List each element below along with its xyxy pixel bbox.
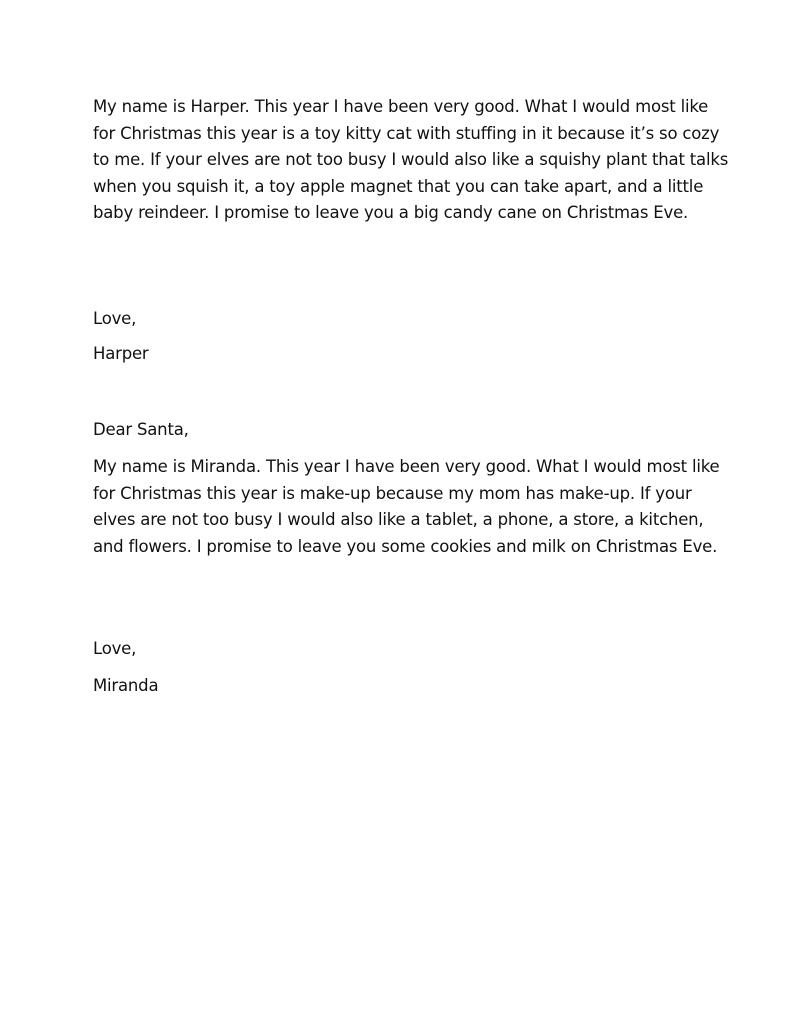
closing-harper: Love, [93, 309, 137, 328]
signature-miranda: Miranda [93, 676, 159, 695]
letter-body-harper: My name is Harper. This year I have been very good. What I would most like for Christmas this year is a toy kitty cat with stuffing in it because it’s so cozy to me. If your elves are not too busy I would also like a squishy plant that talks when you squish it, a toy apple magnet that you can take apart, and a little baby reindeer. I promise to leave you a big candy cane on Christmas Eve. [93, 97, 729, 222]
signature-harper: Harper [93, 344, 149, 363]
greeting-miranda: Dear Santa, [93, 420, 189, 439]
letter-body-miranda: My name is Miranda. This year I have been very good. What I would most like for Christmas this year is make-up because my mom has make-up. If your elves are not too busy I would also like a tablet, a phone, a store, a kitchen, and flowers. I promise to leave you some cookies and milk on Christmas Eve. [93, 457, 720, 556]
closing-miranda: Love, [93, 639, 137, 658]
